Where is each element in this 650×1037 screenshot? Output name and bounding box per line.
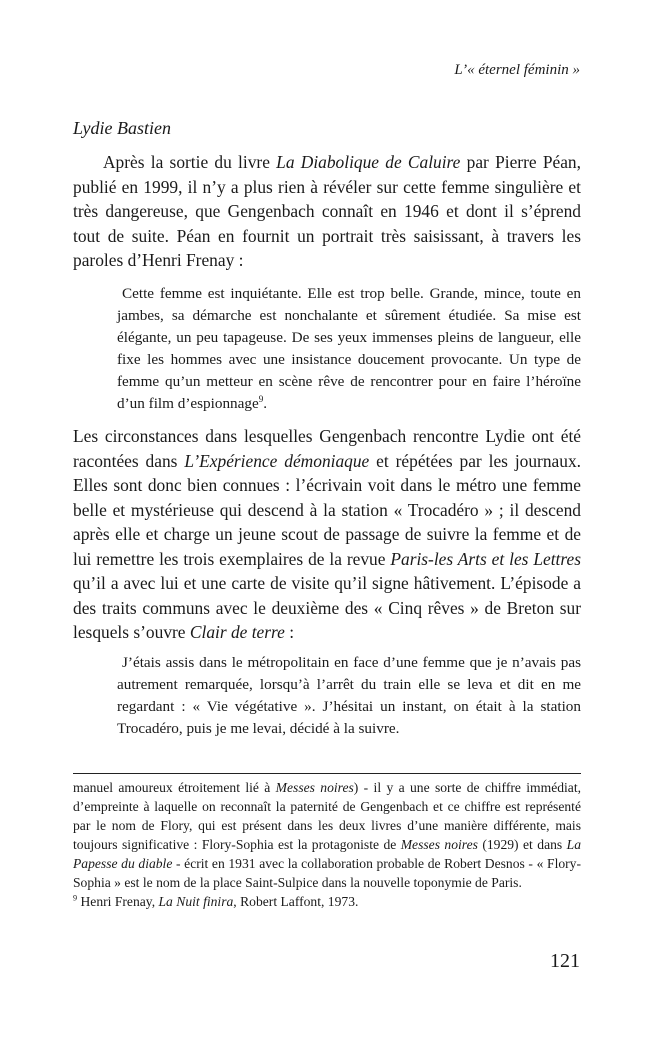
footnote-9: $^9$ Henri Frenay, La Nuit finira, Robert Laffont, 1973. <box>73 893 359 909</box>
block-quote-2: J’étais assis dans le métropolitain en face d’une femme que je n’avais pas autrement remarquée, lorsqu’à l’arrêt du train elle se leva et dit en me regardant : « Vie végétative ». J’hésitai un instant, on était à la station Trocadéro, puis je me levai, décidé à la suivre. <box>117 654 581 737</box>
book-title: La Diabolique de Caluire <box>276 152 461 172</box>
journal-title: Paris-les Arts et les Lettres <box>390 548 581 569</box>
block-quote-1: Cette femme est inquiétante. Elle est trop belle. Grande, mince, toute en jambes, sa démarche est nonchalante et sûrement étudiée. Sa mise est élégante, un peu tapageuse. De ses yeux immenses pleins de langueur, elle fixe les hommes avec une insistance doucement provocante. Un type de femme qu’un metteur en scène rêve de rencontrer pour en faire l’héroïne d’un film d’espionnage$^9$. <box>117 285 581 412</box>
page-number: 121 <box>550 950 580 972</box>
footnote-number: 9 <box>73 893 78 903</box>
book-title: Clair de terre <box>189 622 285 642</box>
footnote-ref-9[interactable]: 9 <box>258 393 264 404</box>
book-title: L’Expérience démoniaque <box>184 450 370 471</box>
running-header: L’« éternel féminin » <box>454 62 580 78</box>
footnote-continued: manuel amoureux étroitement lié à Messes noires) - il y a une sorte de chiffre immédiat, d’empreinte à laquelle on reconnaît la paternité de Gengenbach et ce chiffre est représenté par le nom de Flory, qui est présent dans les deux livres d’une manière différente, mais toujours significative : Flory-Sophia est la protagoniste de Messes noires (1929) et dans La Papesse du diable - écrit en 1931 avec la collaboration probable de Robert Desnos - « Flory-Sophia » est le nom de la place Saint-Sulpice dans la nouvelle toponymie de Paris. <box>73 780 582 890</box>
footnote-separator <box>73 773 581 774</box>
body-paragraph-1: Après la sortie du livre La Diabolique de Caluire par Pierre Péan, publié en 1999, il n’y a plus rien à révéler sur cette femme singulière et très dangereuse, que Gengenbach connaît en 1946 et dont il s’éprend tout de suite. Péan en fournit un portrait très saisissant, à travers les paroles d’Henri Frenay : <box>73 152 581 270</box>
body-paragraph-2: Les circonstances dans lesquelles Gengenbach rencontre Lydie ont été racontées dans L’Expérience démoniaque et répétées par les journaux. Elles sont donc bien connues : l’écrivain voit dans le métro une femme belle et mystérieuse qui descend à la station « Trocadéro » ; il descend après elle et charge un jeune scout de passage de suivre la femme et de lui remettre les trois exemplaires de la revue Paris-les Arts et les Lettres qu’il a avec lui et une carte de visite qu’il signe hâtivement. L’épisode a des traits communs avec le deuxième des « Cinq rêves » de Breton sur lesquels s’ouvre Clair de terre : <box>73 426 581 642</box>
section-heading: Lydie Bastien <box>73 118 171 138</box>
footnotes <box>73 778 581 911</box>
